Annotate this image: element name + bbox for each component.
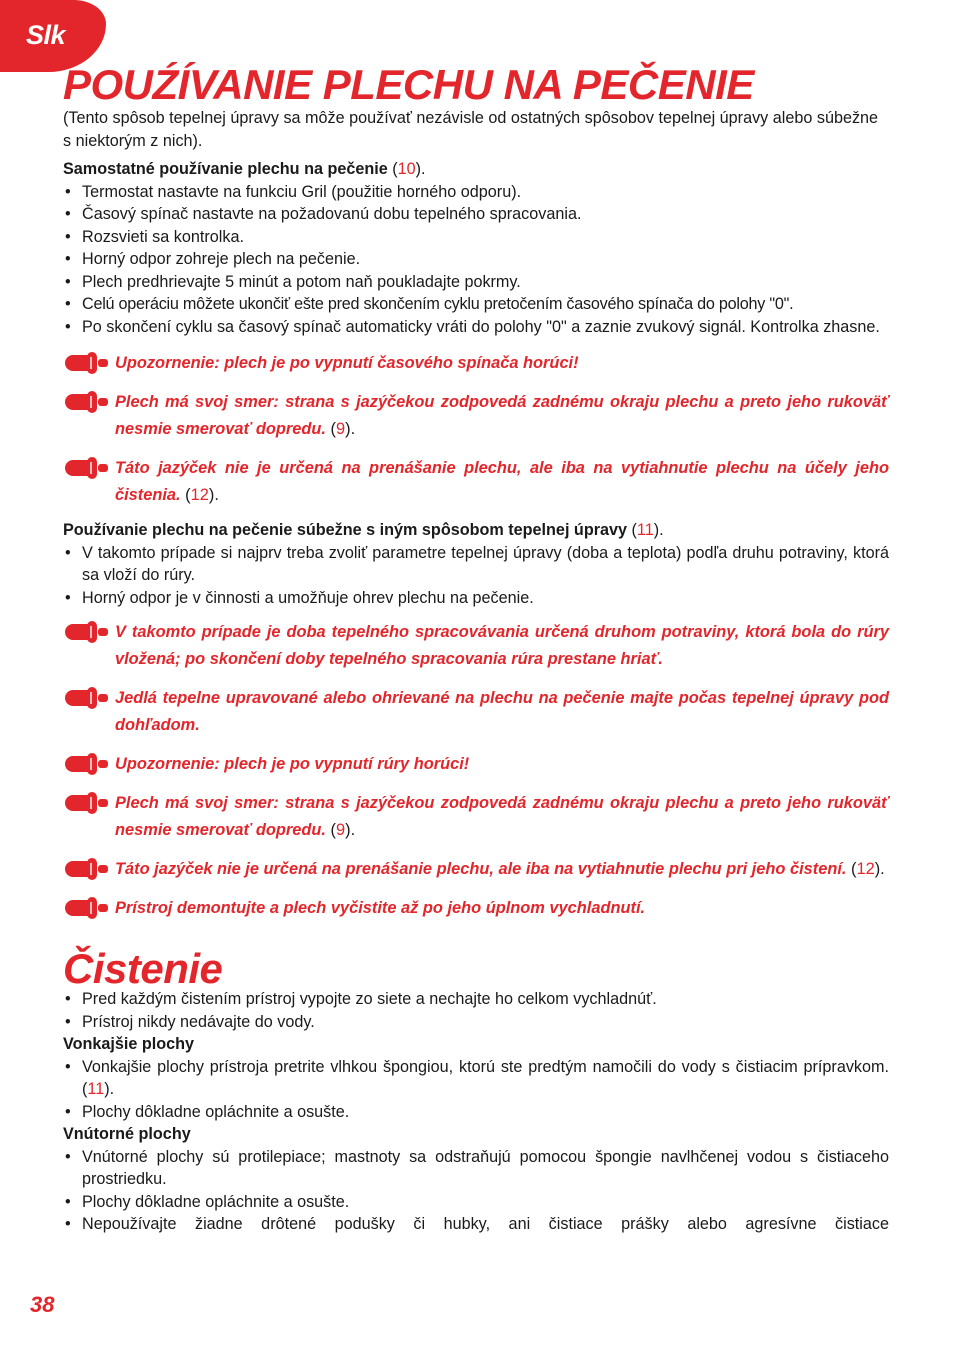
warning-hand-icon [65, 753, 109, 775]
list-item: • Horný odpor zohreje plech na pečenie. [63, 248, 889, 271]
warning-hand-icon [65, 391, 109, 413]
list-item: • Vnútorné plochy sú protilepiace; mastnoty sa odstraňujú pomocou špongie navlhčenej vodou s čistiaceho prostriedku. [63, 1146, 889, 1191]
section1-heading: Samostatné používanie plechu na pečenie (10). [63, 160, 426, 178]
warning-hand-icon [65, 792, 109, 814]
figure-ref: 12 [190, 486, 209, 504]
warning-note: Prístroj demontujte a plech vyčistite až po jeho úplnom vychladnutí. [63, 895, 889, 922]
list-item: • Plech predhrievajte 5 minút a potom naň poukladajte pokrmy. [63, 271, 889, 294]
figure-ref: 9 [336, 420, 346, 438]
section2-heading: Používanie plechu na pečenie súbežne s iným spôsobom tepelnej úpravy (11). [63, 521, 664, 539]
outer-surfaces-heading: Vonkajšie plochy [63, 1035, 195, 1053]
warnings-group-2 [63, 619, 889, 922]
list-item: • Plochy dôkladne opláchnite a osušte. [63, 1101, 889, 1124]
page-number: 38 [30, 1292, 55, 1317]
warning-hand-icon [65, 858, 109, 880]
warning-note: Upozornenie: plech je po vypnutí rúry horúci! [63, 751, 889, 778]
warning-note: Plech má svoj smer: strana s jazýčekou zodpovedá zadnému okraju plechu a preto jeho rukoväť nesmie smerovať dopredu. (9). [63, 790, 889, 844]
inner-surfaces-list [63, 1146, 889, 1236]
list-item: • Prístroj nikdy nedávajte do vody. [63, 1011, 889, 1034]
list-item: • Termostat nastavte na funkciu Gril (použitie horného odporu). [63, 181, 889, 204]
list-item: • Horný odpor je v činnosti a umožňuje ohrev plechu na pečenie. [63, 587, 889, 610]
section2-list [63, 542, 889, 610]
warning-note: Táto jazýček nie je určená na prenášanie plechu, ale iba na vytiahnutie plechu na účely jeho čistenia. (12). [63, 455, 889, 509]
inner-surfaces-heading: Vnútorné plochy [63, 1125, 191, 1143]
figure-ref: 11 [636, 521, 654, 539]
cleaning-list [63, 988, 889, 1033]
cleaning-title: Čistenie [63, 945, 223, 992]
warning-hand-icon [65, 897, 109, 919]
list-item: • Po skončení cyklu sa časový spínač automaticky vráti do polohy "0" a zaznie zvukový signál. Kontrolka zhasne. [63, 316, 889, 339]
list-item: • V takomto prípade si najprv treba zvoliť parametre tepelnej úpravy (doba a teplota) podľa druhu potraviny, ktorá sa vloží do rúry. [63, 542, 889, 587]
list-item: • Celú operáciu môžete ukončiť ešte pred skončením cyklu pretočením časového spínača do polohy "0". [63, 293, 889, 316]
list-item: • Nepoužívajte žiadne drôtené podušky či hubky, ani čistiace prášky alebo agresívne čistiace [63, 1213, 889, 1236]
warning-note: V takomto prípade je doba tepelného spracovávania určená druhom potraviny, ktorá bola do rúry vložená; po skončení doby tepelného spracovania rúra prestane hriať. [63, 619, 889, 673]
warning-note: Táto jazýček nie je určená na prenášanie plechu, ale iba na vytiahnutie plechu pri jeho čistení. (12). [63, 856, 889, 883]
warning-note: Upozornenie: plech je po vypnutí časového spínača horúci! [63, 350, 889, 377]
figure-ref: 10 [397, 160, 416, 178]
warning-hand-icon [65, 352, 109, 374]
figure-ref: 11 [87, 1080, 105, 1098]
list-item: • Vonkajšie plochy prístroja pretrite vlhkou špongiou, ktorú ste predtým namočili do vody s čistiacim prípravkom. (11). [63, 1056, 889, 1101]
warnings-group-1 [63, 350, 889, 509]
warning-note: Jedlá tepelne upravované alebo ohrievané na plechu na pečenie majte počas tepelnej úpravy pod dohľadom. [63, 685, 889, 739]
warning-hand-icon [65, 687, 109, 709]
warning-hand-icon [65, 457, 109, 479]
page-title: POUŹÍVANIE PLECHU NA PEČENIE [63, 61, 754, 108]
figure-ref: 12 [856, 860, 875, 878]
outer-surfaces-list [63, 1056, 889, 1124]
warning-note: Plech má svoj smer: strana s jazýčekou zodpovedá zadnému okraju plechu a preto jeho rukoväť nesmie smerovať dopredu. (9). [63, 389, 889, 443]
list-item: • Plochy dôkladne opláchnite a osušte. [63, 1191, 889, 1214]
figure-ref: 9 [336, 821, 346, 839]
section1-list [63, 181, 889, 339]
intro-text: (Tento spôsob tepelnej úpravy sa môže používať nezávisle od ostatných spôsobov tepelnej úpravy alebo súbežne s niektorým z nich). [63, 109, 879, 150]
list-item: • Časový spínač nastavte na požadovanú dobu tepelného spracovania. [63, 203, 889, 226]
page-content [63, 60, 889, 1236]
list-item: • Pred každým čistením prístroj vypojte zo siete a nechajte ho celkom vychladnúť. [63, 988, 889, 1011]
list-item: • Rozsvieti sa kontrolka. [63, 226, 889, 249]
language-label: Slk [26, 20, 66, 50]
warning-hand-icon [65, 621, 109, 643]
